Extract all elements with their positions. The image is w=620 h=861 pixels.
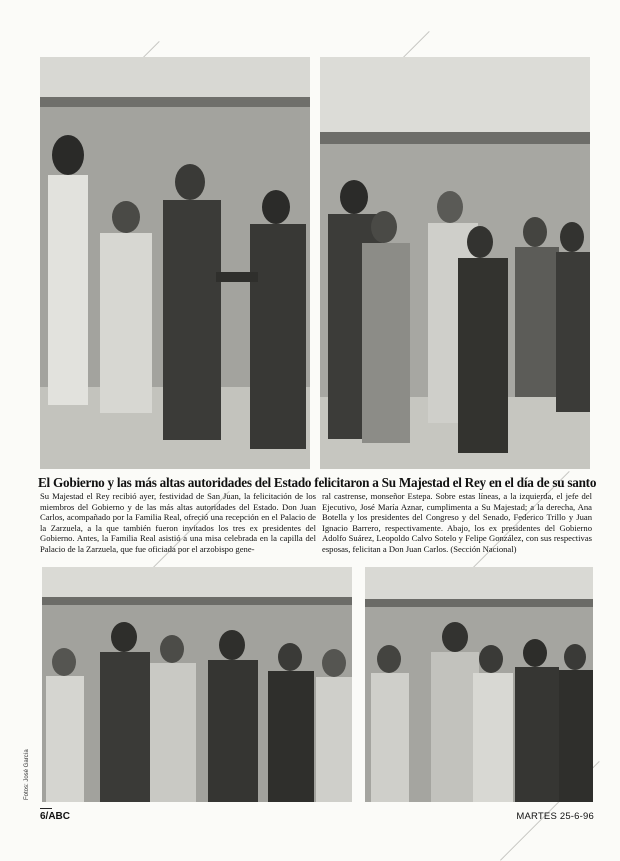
article-body-right-column: ral castrense, monseñor Estepa. Sobre estas líneas, a la izquierda, el jefe del Ejecutivo, José María Aznar, cumplimenta a Su Majestad; a la derecha, Ana Botella y los presidentes del Congreso y del Senado, Federico Trillo y Juan Ignacio Barrero, respectivamente. Abajo, los ex presidentes del Gobierno Adolfo Suárez, Leopoldo Calvo Sotelo y Felipe González, con sus respectivas esposas, felicitan a Don Juan Carlos. (Sección Nacional) <box>322 491 592 554</box>
article-body-left-column: Su Majestad el Rey recibió ayer, festividad de San Juan, la felicitación de los miembros del Gobierno y de las más altas autoridades del Estado. Don Juan Carlos, acompañado por la Familia Real, ofreció una recepción en el Palacio de la Zarzuela, a la que también fueron invitados los tres ex presidentes del Gobierno. Antes, la Familia Real asistió a una misa celebrada en la capilla del Palacio de la Zarzuela, que fue oficiada por el arzobispo gene- <box>40 491 316 554</box>
footer-rule <box>40 808 52 809</box>
article-headline: El Gobierno y las más altas autoridades del Estado felicitaron a Su Majestad el Rey en el día de su santo <box>38 475 597 490</box>
photo-congress-senate-presidents <box>320 57 590 469</box>
page-number: 6/ABC <box>40 811 71 822</box>
photo-aznar-greets-king <box>40 57 310 469</box>
photo-credit: Fotos: José García <box>24 749 30 800</box>
issue-date: MARTES 25-6-96 <box>516 811 594 822</box>
photo-royal-family-reception <box>365 567 593 802</box>
photo-ex-presidents-greeting <box>42 567 352 802</box>
